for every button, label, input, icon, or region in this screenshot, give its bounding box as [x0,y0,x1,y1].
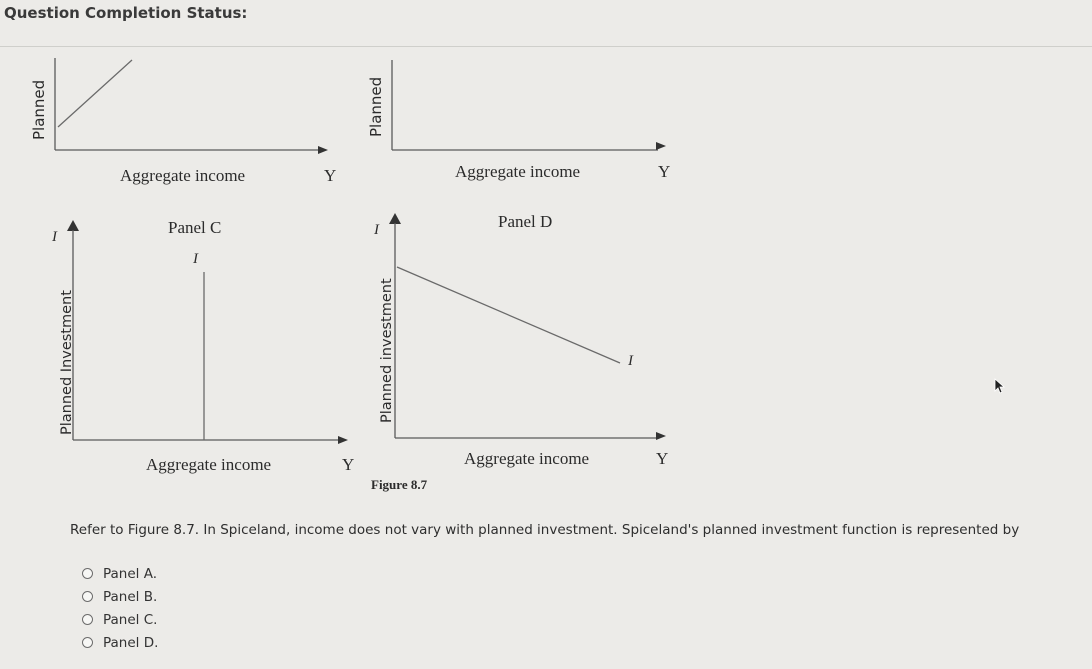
choice-label: Panel A. [103,565,157,582]
choice-panel-a[interactable] [82,562,158,585]
panel-a-curve [58,60,132,127]
panel-d-xlabel: Aggregate income [464,449,590,468]
panel-a [30,58,336,185]
mouse-pointer-icon [994,378,1006,394]
panel-b [367,60,670,181]
panel-d-ylabel: Planned investment [379,278,395,423]
panel-d-x-symbol: Y [656,449,669,468]
radio-circle-icon[interactable] [82,637,93,648]
panel-c-x-symbol: Y [342,455,355,474]
panel-a-x-symbol: Y [324,166,337,185]
radio-circle-icon[interactable] [82,614,93,625]
figure-caption: Figure 8.7 [371,477,428,492]
radio-circle-icon[interactable] [82,591,93,602]
question-completion-status-title: Question Completion Status: [4,4,248,22]
panel-d-curve [397,267,620,363]
choice-label: Panel D. [103,634,159,651]
panel-b-x-symbol: Y [658,162,671,181]
panel-d-y-arrow-icon [389,213,401,224]
choice-label: Panel B. [103,588,158,605]
panel-c-ylabel: Planned Investment [59,290,75,435]
choice-label: Panel C. [103,611,158,628]
panel-b-x-arrow-icon [656,142,666,150]
panel-c-x-arrow-icon [338,436,348,444]
panel-c-y-arrow-icon [67,220,79,231]
choice-panel-c[interactable] [82,608,158,631]
panel-d [373,212,668,468]
panel-d-y-symbol: I [374,222,379,238]
panel-c-title: Panel C [168,218,222,237]
panel-c-curve-label: I [193,251,198,267]
panel-a-ylabel: Planned [30,79,48,140]
panel-b-ylabel: Planned [367,76,385,137]
radio-circle-icon[interactable] [82,568,93,579]
panel-b-xlabel: Aggregate income [455,162,581,181]
choice-panel-d[interactable] [82,631,158,654]
answer-choices [82,562,158,654]
panel-d-curve-label: I [628,353,633,369]
panel-a-x-arrow-icon [318,146,328,154]
panel-c [51,218,354,474]
question-text: Refer to Figure 8.7. In Spiceland, income does not vary with planned investment. Spiceland's planned investment function is represented by [70,522,1020,538]
panel-a-xlabel: Aggregate income [120,166,246,185]
panel-d-x-arrow-icon [656,432,666,440]
choice-panel-b[interactable] [82,585,158,608]
panel-d-title: Panel D [498,212,553,231]
panel-c-y-symbol: I [52,229,57,245]
panel-c-xlabel: Aggregate income [146,455,272,474]
